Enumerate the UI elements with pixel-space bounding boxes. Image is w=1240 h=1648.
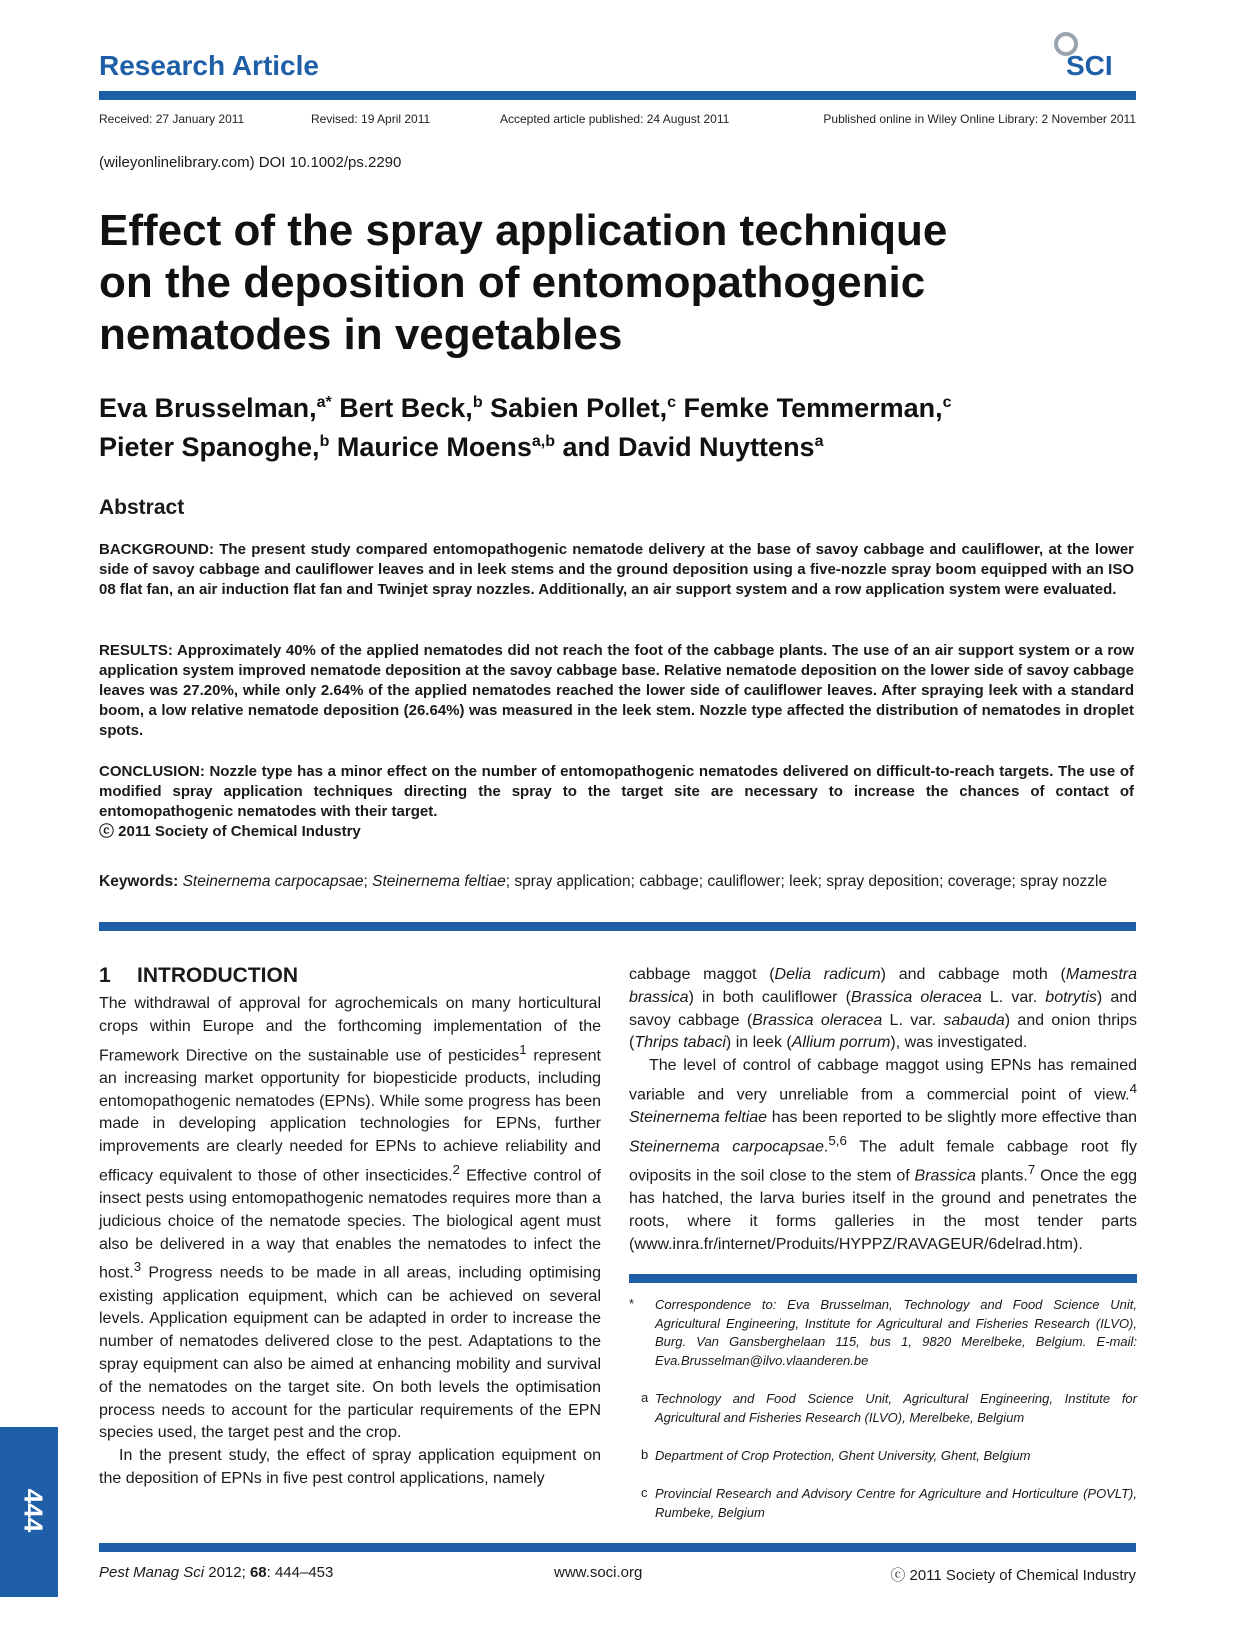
title-line: on the deposition of entomopathogenic: [99, 258, 926, 307]
keywords-label: Keywords:: [99, 873, 179, 890]
footnote-text: Correspondence to: Eva Brusselman, Technology and Food Science Unit, Agricultural Engineering, Institute for Agricultural and Fisheries Research (ILVO), Burg. Van Gansberghelaan 115, bus 1, 9820 Merelbeke, Belgium. E-mail: Eva.Brusselman@ilvo.vlaanderen.be: [655, 1297, 1137, 1368]
footnote-text: Department of Crop Protection, Ghent University, Ghent, Belgium: [655, 1448, 1031, 1463]
citation-ref[interactable]: 1: [519, 1041, 527, 1057]
keyword-list: ; spray application; cabbage; cauliflower; leek; spray deposition; coverage; spray nozzle: [505, 873, 1108, 890]
body-text: plants.: [975, 1167, 1028, 1185]
body-text: Progress needs to be made in all areas, including optimising existing application equipment, which can be achieved on several levels. Application equipment can be adapted in order to increase the number of nematodes delivered close to the pest. Adaptations to the spray equipment can also be aimed at enhancing mobility and survival of the nematodes on the target site. On both levels the optimisation process needs to account for the particular requirements of the EPN species used, the target pest and the crop.: [99, 1264, 601, 1442]
body-text: ) and savoy cabbage (: [629, 988, 1138, 1029]
species-name: sabauda: [943, 1011, 1005, 1029]
affiliation-mark: a: [814, 433, 824, 450]
received-date: Received: 27 January 2011: [99, 112, 245, 126]
citation-ref[interactable]: 4: [1129, 1080, 1137, 1096]
species-name: Delia radicum: [774, 966, 881, 983]
article-type-label: Research Article: [99, 50, 319, 81]
abstract-conclusion: CONCLUSION: Nozzle type has a minor effect on the number of entomopathogenic nematodes delivered on difficult-to-reach targets. The use of modified spray application techniques directing the spray to the target site are necessary to increase the chances of contact of entomopathogenic nematodes with their target.: [99, 763, 1134, 820]
body-text: cabbage maggot (: [629, 966, 775, 983]
abstract-heading: Abstract: [99, 496, 185, 519]
logo-text: SCI: [1066, 50, 1113, 81]
citation-year: 2012;: [204, 1564, 250, 1581]
footnote-affiliation-a: [629, 1390, 1137, 1427]
affiliation-mark: b: [472, 394, 483, 411]
footer-rule: [99, 1543, 1136, 1552]
affiliation-mark: a,b: [531, 433, 556, 450]
footnote-mark: a: [641, 1390, 649, 1405]
body-text: The withdrawal of approval for agrochemicals on many horticultural crops within Europe and the forthcoming implementation of the Framework Directive on the sustainable use of pesticides: [99, 995, 601, 1064]
footer-copyright: ⓒ 2011 Society of Chemical Industry: [890, 1567, 1136, 1584]
citation-volume: 68: [249, 1564, 267, 1581]
body-text: represent an increasing market opportunity for biopesticide products, including entomopathogenic nematodes (EPNs). While some progress has been made in developing application technologies for EPNs, further improvements are clearly needed for EPNs to achieve reliability and efficacy equivalent to those of other insecticides.: [99, 1046, 601, 1185]
species-name: Brassica oleracea: [850, 988, 982, 1006]
body-text: L. var.: [882, 1011, 944, 1029]
species-name: Thrips tabaci: [634, 1034, 726, 1052]
abstract-copyright: ⓒ 2011 Society of Chemical Industry: [99, 823, 361, 840]
left-column: [99, 993, 601, 1491]
website-link[interactable]: www.soci.org: [554, 1564, 643, 1581]
author-name: and David Nuyttens: [555, 432, 815, 462]
abstract-rule: [99, 922, 1136, 931]
keyword: Steinernema carpocapsae: [182, 873, 364, 890]
paragraph: [99, 993, 601, 1445]
section-title: INTRODUCTION: [137, 964, 298, 987]
body-text: has been reported to be slightly more effective than: [767, 1109, 1138, 1127]
footnote-affiliation-c: [629, 1485, 1137, 1522]
journal-name: Pest Manag Sci: [99, 1564, 205, 1581]
body-text: ) and cabbage moth (: [880, 966, 1066, 983]
author-name: Maurice Moens: [329, 432, 532, 462]
affiliation-mark: c: [667, 394, 677, 411]
doi-line: (wileyonlinelibrary.com) DOI 10.1002/ps.2290: [99, 154, 402, 171]
title-line: Effect of the spray application technique: [99, 206, 948, 255]
title-line: nematodes in vegetables: [99, 310, 623, 359]
species-name: Brassica oleracea: [752, 1011, 883, 1029]
keywords: [99, 871, 1139, 892]
author-name: Bert Beck,: [331, 393, 473, 423]
species-name: Steinernema feltiae: [629, 1109, 768, 1127]
affiliation-mark: c: [942, 394, 952, 411]
paragraph: [629, 964, 1137, 1055]
body-text: Effective control of insect pests using entomopathogenic nematodes requires more than a judicious choice of the nematode species. The biological agent must also be delivered in a way that enables the nematodes to infect the host.: [99, 1167, 602, 1282]
footnote-text: Technology and Food Science Unit, Agricultural Engineering, Institute for Agricultural and Fisheries Research (ILVO), Merelbeke, Belgium: [655, 1391, 1137, 1425]
author-name: Sabien Pollet,: [482, 393, 668, 423]
accepted-date: Accepted article published: 24 August 2011: [500, 112, 730, 126]
body-text: L. var.: [981, 988, 1046, 1006]
footnote-correspondence: [629, 1296, 1137, 1370]
affiliation-mark: a*: [316, 394, 332, 411]
species-name: Mamestra brassica: [629, 966, 1138, 1006]
citation-ref[interactable]: 3: [133, 1259, 142, 1275]
published-date: Published online in Wiley Online Library: 2 November 2011: [823, 112, 1136, 126]
section-heading: [99, 964, 298, 988]
body-text: The level of control of cabbage maggot using EPNs has remained variable and very unreliable from a commercial point of view.: [629, 1057, 1137, 1104]
abstract-background: BACKGROUND: The present study compared entomopathogenic nematode delivery at the base of savoy cabbage and cauliflower, at the lower side of savoy cabbage and cauliflower leaves and in leek stems and the ground deposition using a five-nozzle spray boom equipped with an ISO 08 flat fan, an air induction flat fan and Twinjet spray nozzles. Additionally, an air support system and a row application system were evaluated.: [99, 541, 1134, 598]
body-text: The adult female cabbage root fly oviposits in the soil close to the stem of: [629, 1138, 1138, 1185]
body-text: ) in both cauliflower (: [688, 988, 851, 1006]
sci-logo: [1050, 28, 1136, 84]
author-name: Pieter Spanoghe,: [99, 432, 320, 462]
keyword-separator: ;: [363, 873, 373, 890]
article-title: [99, 205, 1099, 361]
body-text: Once the egg has hatched, the larva buries itself in the ground and penetrates the roots, where it forms galleries in the most tender parts (www.inra.fr/internet/Produits/HYPPZ/RAVAGEUR/6delrad.htm).: [629, 1167, 1138, 1253]
abstract-results: RESULTS: Approximately 40% of the applied nematodes did not reach the foot of the cabbage plants. The use of an air support system or a row application system improved nematode deposition at the savoy cabbage base. Relative nematode deposition on the lower side of savoy cabbage leaves was 27.20%, while only 2.64% of the applied nematodes reached the lower side of cauliflower leaves. After spraying leek with a standard boom, a low relative nematode deposition (26.64%) was measured in the leek stem. Nozzle type affected the distribution of nematodes in droplet spots.: [99, 642, 1134, 739]
footnote-text: Provincial Research and Advisory Centre for Agriculture and Horticulture (POVLT), Rumbeke, Belgium: [655, 1486, 1137, 1520]
footnote-mark: *: [629, 1296, 635, 1311]
citation-ref[interactable]: 7: [1027, 1162, 1036, 1178]
journal-citation: [99, 1564, 333, 1581]
species-name: Allium porrum: [791, 1034, 891, 1052]
body-text: ) in leek (: [725, 1034, 792, 1052]
revised-date: Revised: 19 April 2011: [311, 112, 431, 126]
citation-ref[interactable]: 2: [452, 1161, 460, 1177]
page-number: 444: [18, 1488, 49, 1533]
footnote-affiliation-b: [629, 1447, 1137, 1466]
page-number-tab: [0, 1427, 58, 1597]
species-name: Steinernema carpocapsae: [629, 1138, 824, 1156]
citation-ref[interactable]: 5,6: [828, 1132, 847, 1148]
paragraph: In the present study, the effect of spray application equipment on the deposition of EPNs in five pest control applications, namely: [99, 1447, 601, 1487]
species-name: botrytis: [1045, 988, 1097, 1006]
author-list: [99, 386, 1139, 464]
author-name: Femke Temmerman,: [676, 393, 943, 423]
author-name: Eva Brusselman,: [99, 393, 317, 423]
footnote-mark: c: [641, 1485, 648, 1500]
header-rule: [99, 91, 1136, 100]
section-number: 1: [99, 964, 111, 987]
body-text: ) and onion thrips (: [629, 1011, 1138, 1052]
paragraph: [629, 1055, 1137, 1256]
body-text: .: [823, 1138, 829, 1156]
footnote-rule: [629, 1274, 1137, 1283]
citation-pages: : 444–453: [266, 1564, 334, 1581]
affiliation-mark: b: [319, 433, 330, 450]
body-text: ), was investigated.: [890, 1034, 1028, 1052]
keyword: Steinernema feltiae: [372, 873, 506, 890]
species-name: Brassica: [914, 1167, 976, 1185]
footnote-mark: b: [641, 1447, 649, 1462]
right-column: [629, 964, 1137, 1257]
